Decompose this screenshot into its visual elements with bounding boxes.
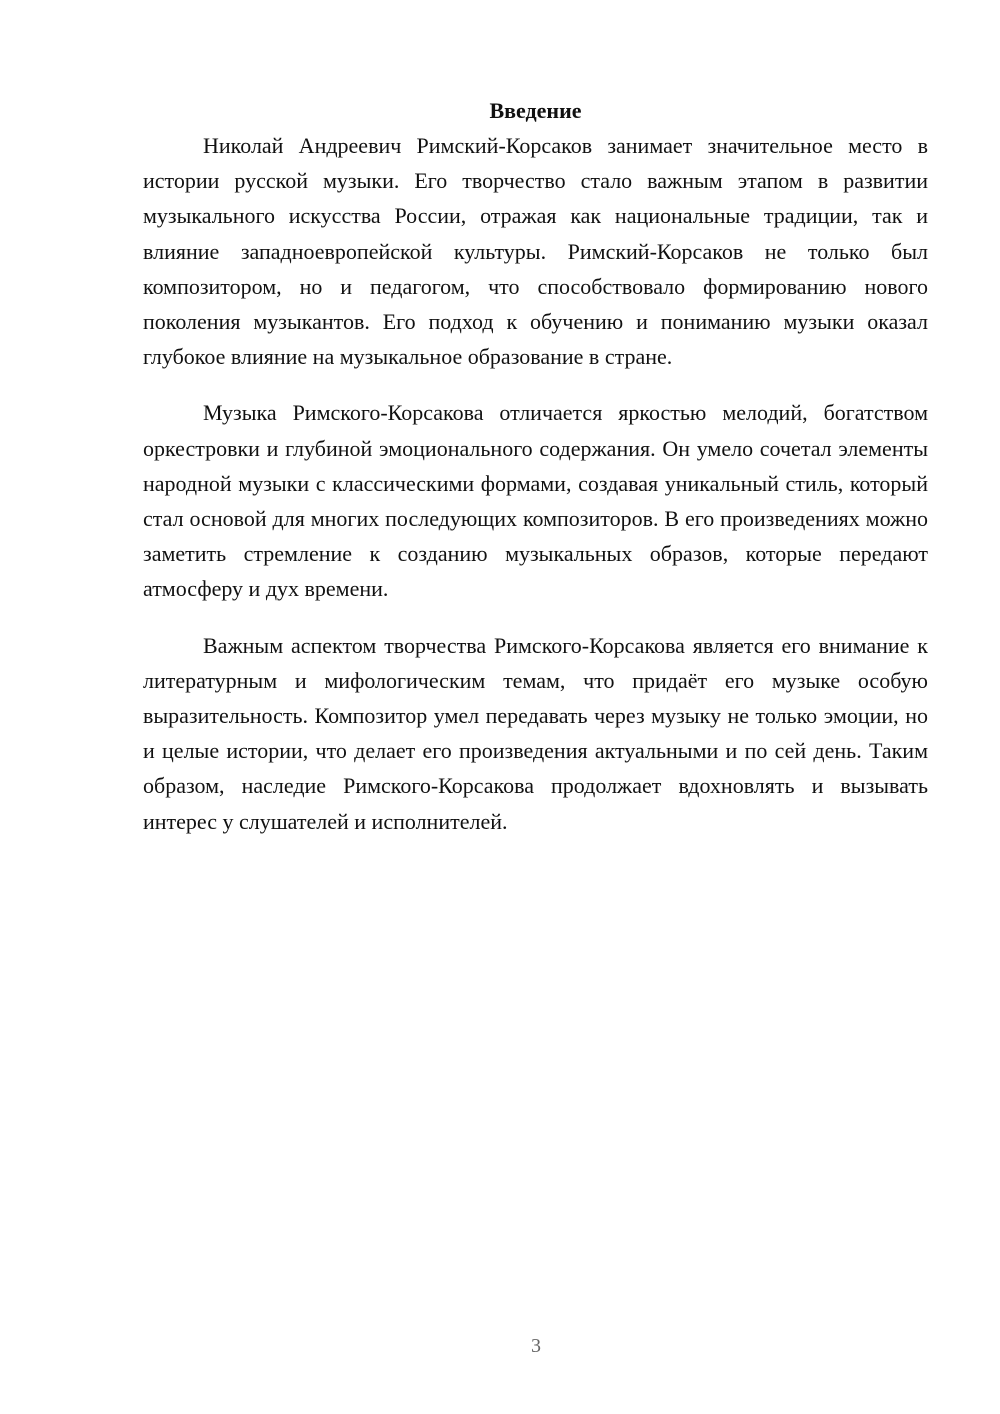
- paragraph-intro: Николай Андреевич Римский-Корсаков занимает значительное место в истории русской музыки. Его творчество стало важным этапом в развитии музыкального искусства России, отражая как национальные традиции, так и влияние западноевропейской культуры. Римский-Корсаков не только был композитором, но и педагогом, что способствовало формированию нового поколения музыкантов. Его подход к обучению и пониманию музыки оказал глубокое влияние на музыкальное образование в стране.: [143, 133, 928, 370]
- page-number: 3: [531, 1335, 541, 1357]
- page-content: [143, 93, 928, 839]
- paragraph-literary-themes: Важным аспектом творчества Римского-Корсакова является его внимание к литературным и мифологическим темам, что придаёт его музыке особую выразительность. Композитор умел передавать через музыку не только эмоции, но и целые истории, что делает его произведения актуальными и по сей день. Таким образом, наследие Римского-Корсакова продолжает вдохновлять и вызывать интерес у слушателей и исполнителей.: [143, 632, 928, 834]
- section-heading: Введение: [489, 98, 582, 123]
- paragraph-music-style: Музыка Римского-Корсакова отличается яркостью мелодий, богатством оркестровки и глубиной эмоционального содержания. Он умело сочетал элементы народной музыки с классическими формами, создавая уникальный стиль, который стал основой для многих последующих композиторов. В его произведениях можно заметить стремление к созданию музыкальных образов, которые передают атмосферу и дух времени.: [143, 400, 928, 602]
